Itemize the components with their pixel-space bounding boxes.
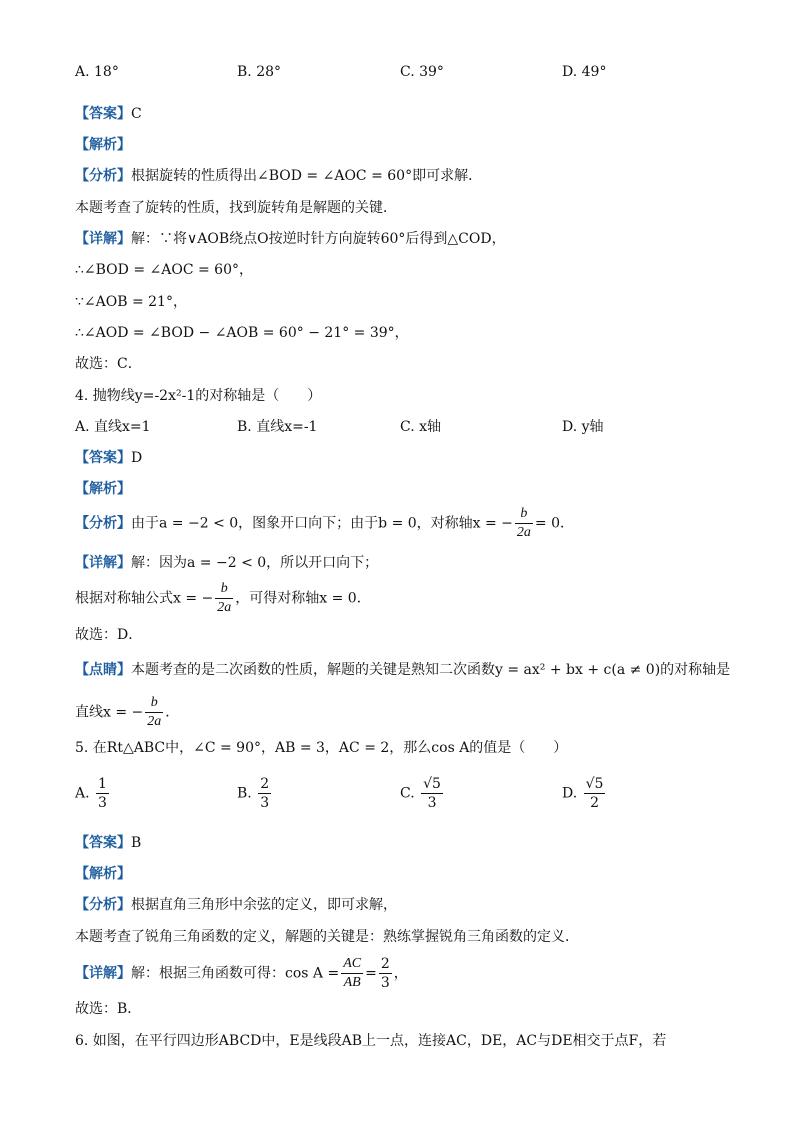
- q3-answer: C: [131, 106, 142, 122]
- q4-detail-2a: 根据对称轴公式x = −: [75, 590, 214, 607]
- q4-stem: 4. 抛物线y=-2x²-1的对称轴是（ ）: [75, 388, 322, 404]
- q5-choose: 故选：B．: [75, 1001, 142, 1017]
- frac-denominator: 3: [427, 795, 437, 811]
- detail-label: 【详解】: [75, 965, 131, 982]
- q4-fenxi-line: [75, 505, 574, 542]
- analysis-label: 【解析】: [75, 137, 131, 153]
- q5-option-b-label: B.: [237, 785, 252, 802]
- q5-option-b: [237, 775, 273, 812]
- q5-fenxi-line: [75, 895, 397, 915]
- q5-answer-line: [75, 833, 141, 853]
- frac-numerator: b: [145, 694, 163, 713]
- fraction-ac-over-ab: [341, 955, 363, 992]
- q3-detail-line-3: ∵∠AOB = 21°，: [75, 294, 187, 310]
- frac-denominator: 3: [260, 795, 270, 811]
- q4-option-c: C. x轴: [400, 419, 442, 435]
- q5-detail-b: ，: [393, 965, 408, 982]
- q4-detail-1: 解：因为a = −2 < 0，所以开口向下；: [131, 555, 379, 571]
- q3-option-d: D. 49°: [562, 64, 607, 80]
- q5-option-d: [562, 775, 607, 812]
- q3-option-b: B. 28°: [237, 64, 282, 80]
- frac-denominator: 2a: [147, 714, 162, 729]
- q4-detail-2b: ，可得对称轴x = 0．: [235, 590, 371, 607]
- answer-label: 【答案】: [75, 106, 131, 122]
- q4-option-d: D. y轴: [562, 419, 604, 435]
- frac-numerator: √5: [585, 776, 604, 792]
- detail-label: 【详解】: [75, 231, 131, 247]
- fraction-b-over-2a: [515, 505, 533, 542]
- q4-comment-c: ．: [165, 704, 180, 721]
- q3-analysis-heading: [75, 135, 131, 155]
- frac-denominator: AB: [343, 975, 361, 990]
- q3-detail-line-2: ∴∠BOD = ∠AOC = 60°，: [75, 262, 253, 278]
- q5-option-c-fraction: [421, 775, 443, 812]
- q5-detail-line: [75, 955, 408, 992]
- q4-fenxi-b: = 0．: [534, 515, 575, 532]
- q3-detail-line-4: ∴∠AOD = ∠BOD − ∠AOB = 60° − 21° = 39°，: [75, 325, 409, 341]
- q5-option-c-label: C.: [400, 785, 415, 802]
- frac-numerator: 2: [260, 776, 270, 792]
- q5-option-a-fraction: [96, 775, 109, 812]
- q3-option-c: C. 39°: [400, 64, 444, 80]
- q5-option-d-fraction: [584, 775, 606, 812]
- q4-option-b: B. 直线x=-1: [237, 419, 318, 435]
- q5-option-a-label: A.: [75, 785, 90, 802]
- fraction-b-over-2a: [215, 580, 233, 617]
- frac-denominator: 2a: [516, 525, 531, 540]
- q4-comment-a: 本题考查的是二次函数的性质，解题的关键是熟知二次函数y = ax² + bx + c(a ≠ 0)的对称轴是: [131, 662, 731, 678]
- q5-fenxi: 根据直角三角形中余弦的定义，即可求解，: [131, 897, 397, 913]
- q3-detail-1: 解：∵将∨AOB绕点O按逆时针方向旋转60°后得到△COD，: [131, 231, 506, 247]
- q4-detail-line-2: [75, 580, 371, 617]
- frac-numerator: 1: [98, 776, 107, 792]
- q4-comment-line: [75, 660, 730, 680]
- q3-option-a: A. 18°: [75, 64, 119, 80]
- comment-label: 【点睛】: [75, 662, 131, 678]
- q5-option-d-label: D.: [562, 785, 578, 802]
- q5-option-b-fraction: [258, 775, 271, 812]
- frac-numerator: b: [215, 580, 233, 599]
- answer-label: 【答案】: [75, 450, 131, 466]
- frac-denominator: 2a: [217, 600, 232, 615]
- q5-analysis-heading: [75, 864, 131, 884]
- q4-analysis-heading: [75, 479, 131, 499]
- frac-numerator: 2: [380, 956, 390, 972]
- q5-option-a: [75, 775, 111, 812]
- q3-choose: 故选：C．: [75, 356, 142, 372]
- fenxi-label: 【分析】: [75, 515, 131, 532]
- fraction-2-over-3: [379, 955, 392, 992]
- analysis-label: 【解析】: [75, 866, 131, 882]
- fenxi-label: 【分析】: [75, 168, 131, 184]
- q4-answer: D: [131, 450, 143, 466]
- frac-numerator: √5: [423, 776, 441, 792]
- q5-equals: =: [365, 965, 377, 982]
- q3-detail-line-1: [75, 229, 506, 249]
- q4-comment-b: 直线x = −: [75, 704, 144, 721]
- answer-label: 【答案】: [75, 835, 131, 851]
- q5-summary: 本题考查了锐角三角函数的定义，解题的关键是：熟练掌握锐角三角函数的定义．: [75, 929, 579, 945]
- q5-stem: 5. 在Rt△ABC中，∠C = 90°，AB = 3，AC = 2，那么cos A的值是（ ）: [75, 740, 568, 756]
- q5-answer: B: [131, 835, 142, 851]
- frac-denominator: 3: [98, 795, 107, 811]
- q4-answer-line: [75, 448, 142, 468]
- q5-detail-a: 解：根据三角函数可得：cos A =: [131, 965, 340, 982]
- frac-denominator: 2: [590, 795, 600, 811]
- q4-comment-line-2: [75, 694, 179, 731]
- fraction-b-over-2a: [145, 694, 163, 731]
- q3-fenxi-line: [75, 166, 482, 186]
- detail-label: 【详解】: [75, 555, 131, 571]
- q4-option-a: A. 直线x=1: [75, 419, 151, 435]
- frac-numerator: AC: [341, 955, 363, 974]
- fenxi-label: 【分析】: [75, 897, 131, 913]
- q6-stem: 6. 如图，在平行四边形ABCD中，E是线段AB上一点，连接AC，DE，AC与DE相交于点F，若: [75, 1033, 667, 1049]
- q3-answer-line: [75, 104, 142, 124]
- q5-option-c: [400, 775, 445, 812]
- analysis-label: 【解析】: [75, 481, 131, 497]
- q3-fenxi: 根据旋转的性质得出∠BOD = ∠AOC = 60°即可求解．: [131, 168, 483, 184]
- q4-choose: 故选：D．: [75, 627, 143, 643]
- frac-denominator: 3: [380, 975, 390, 991]
- q3-summary: 本题考查了旋转的性质，找到旋转角是解题的关键．: [75, 200, 397, 216]
- q4-detail-line-1: [75, 553, 378, 573]
- q4-fenxi-a: 由于a = −2 < 0，图象开口向下；由于b = 0，对称轴x = −: [131, 515, 513, 532]
- frac-numerator: b: [515, 505, 533, 524]
